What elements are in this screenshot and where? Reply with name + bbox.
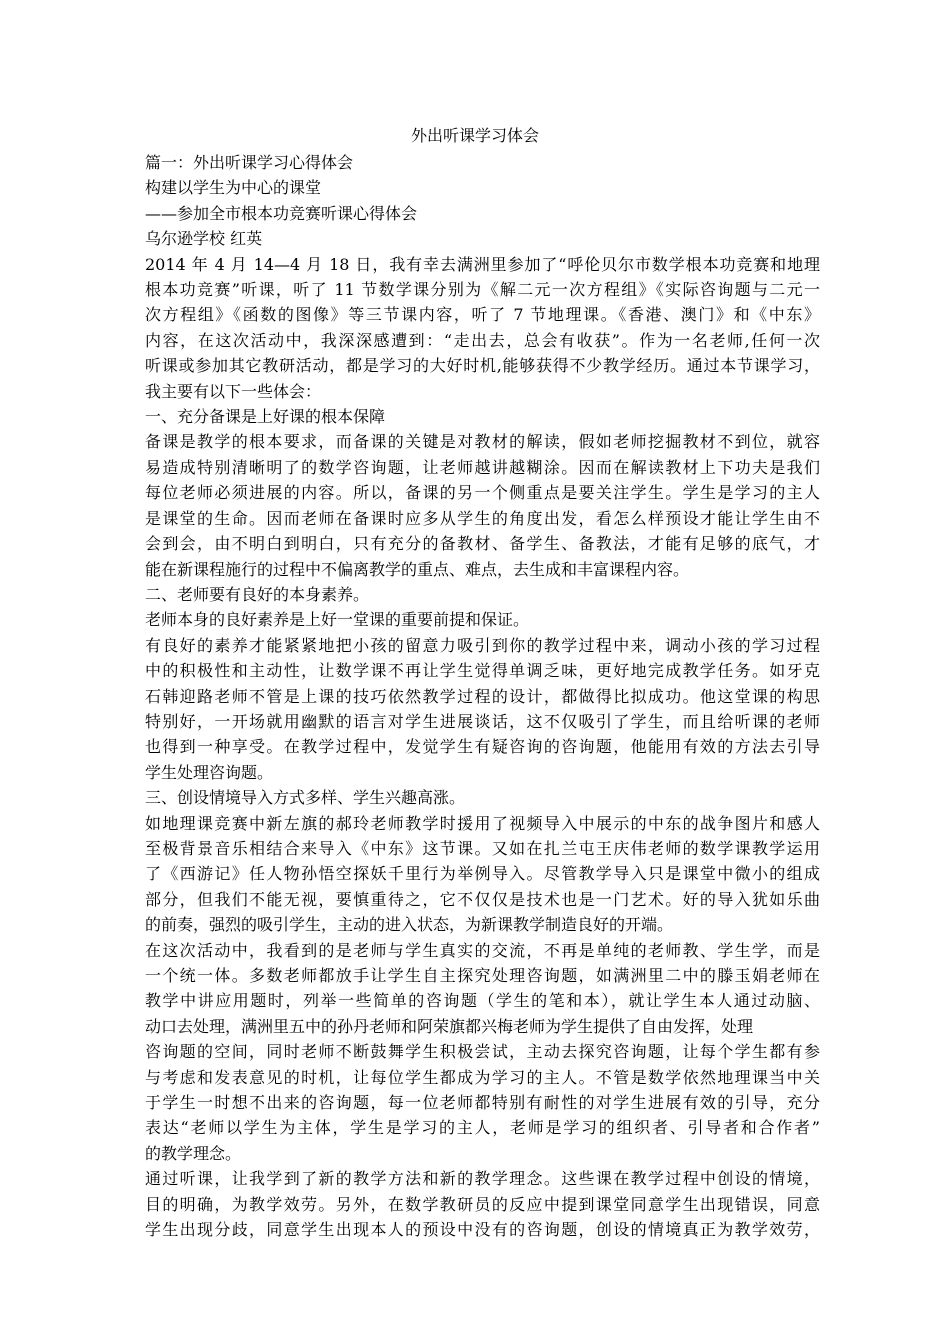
text-line: 有良好的素养才能紧紧地把小孩的留意力吸引到你的教学过程中来，调动小孩的学习过程 [145,635,820,655]
text-line: 易造成特别清晰明了的数学咨询题，让老师越讲越糊涂。因而在解读教材上下功夫是我们 [145,457,820,477]
text-line: 动口去处理，满洲里五中的孙丹老师和阿荣旗都兴梅老师为学生提供了自由发挥，处理 [145,1016,754,1036]
text-line: 2014 年 4 月 14—4 月 18 日，我有幸去满洲里参加了“呼伦贝尔市数学根本功竞赛和地理 [145,254,820,274]
text-line: 能在新课程施行的过程中不偏离教学的重点、难点，去生成和丰富课程内容。 [145,559,690,579]
text-line: 了《西游记》任人物孙悟空探妖千里行为举例导入。尽管教学导入只是课堂中微小的组成 [145,864,820,884]
text-line: 是课堂的生命。因而老师在备课时应多从学生的角度出发，看怎么样预设才能让学生由不 [145,508,820,528]
text-line: 一、充分备课是上好课的根本保障 [145,407,386,427]
text-line: 目的明确，为教学效劳。另外，在数学教研员的反应中提到课堂同意学生出现错误，同意 [145,1194,820,1214]
text-line: 与考虑和发表意见的时机，让每位学生都成为学习的主人。不管是数学依然地理课当中关 [145,1067,820,1087]
text-line: 咨询题的空间，同时老师不断鼓舞学生积极尝试，主动去探究咨询题，让每个学生都有参 [145,1042,820,1062]
text-line: 部分，但我们不能无视，要慎重待之，它不仅仅是技术也是一门艺术。好的导入犹如乐曲 [145,889,820,909]
text-line: 次方程组》《函数的图像》等三节课内容，听了 7 节地理课。《香港、澳门》和《中东》 [145,305,820,325]
text-line: 一个统一体。多数老师都放手让学生自主探究处理咨询题，如满洲里二中的滕玉娟老师在 [145,966,820,985]
text-line: 老师本身的良好素养是上好一堂课的重要前提和保证。 [145,610,530,630]
text-line: 内容，在这次活动中，我深深感遭到：“走出去，总会有收获”。作为一名老师,任何一次 [145,330,820,350]
text-line: 的前奏，强烈的吸引学生，主动的进入状态，为新课教学制造良好的开端。 [145,915,674,935]
document-body [145,150,820,1242]
text-line: 根本功竞赛”听课，听了 11 节数学课分别为《解二元一次方程组》《实际咨询题与二元一 [145,280,820,300]
text-line: 每位老师必须进展的内容。所以，备课的另一个侧重点是要关注学生。学生是学习的主人 [145,483,820,503]
text-line: ——参加全市根本功竞赛听课心得体会 [145,203,418,223]
text-line: 的教学理念。 [145,1143,242,1163]
text-line: 如地理课竞赛中新左旗的郝玲老师教学时援用了视频导入中展示的中东的战争图片和感人 [145,813,820,833]
text-line: 构建以学生为中心的课堂 [145,178,322,198]
text-line: 表达“老师以学生为主体，学生是学习的主人，老师是学习的组织者、引导者和合作者” [145,1118,820,1138]
text-line: 教学中讲应用题时，列举一些简单的咨询题（学生的笔和本），就让学生本人通过动脑、 [145,991,820,1011]
text-line: 学生出现分歧，同意学生出现本人的预设中没有的咨询题，创设的情境真正为教学效劳， [145,1220,820,1240]
text-line: 二、老师要有良好的本身素养。 [145,584,370,604]
text-line: 通过听课，让我学到了新的教学方法和新的教学理念。这些课在教学过程中创设的情境， [145,1169,820,1189]
text-line: 中的积极性和主动性，让数学课不再让学生觉得单调乏味，更好地完成教学任务。如牙克 [145,661,820,681]
text-line: 我主要有以下一些体会： [145,381,322,401]
text-line: 三、创设情境导入方式多样、学生兴趣高涨。 [145,788,466,808]
text-line: 特别好，一开场就用幽默的语言对学生进展谈话，这不仅吸引了学生，而且给听课的老师 [145,711,820,731]
text-line: 乌尔逊学校 红英 [145,229,263,249]
text-line: 在这次活动中，我看到的是老师与学生真实的交流，不再是单纯的老师教、学生学，而是 [145,940,820,960]
text-line: 也得到一种享受。在教学过程中，发觉学生有疑咨询的咨询题，他能用有效的方法去引导 [145,737,820,757]
text-line: 篇一：外出听课学习心得体会 [145,153,354,172]
document-title: 外出听课学习体会 [410,126,539,145]
text-line: 听课或参加其它教研活动，都是学习的大好时机,能够获得不少教学经历。通过本节课学习， [145,356,820,376]
text-line: 备课是教学的根本要求，而备课的关键是对教材的解读，假如老师挖掘教材不到位，就容 [145,432,820,452]
text-line: 会到会，由不明白到明白，只有充分的备教材、备学生、备教法，才能有足够的底气，才 [145,534,820,554]
text-line: 学生处理咨询题。 [145,762,274,782]
text-line: 于学生一时想不出来的咨询题，每一位老师都特别有耐性的对学生进展有效的引导，充分 [145,1093,820,1113]
text-line: 石韩迎路老师不管是上课的技巧依然教学过程的设计，都做得比拟成功。他这堂课的构思 [145,686,820,706]
text-line: 至极背景音乐相结合来导入《中东》这节课。又如在扎兰屯王庆伟老师的数学课教学运用 [145,838,820,858]
